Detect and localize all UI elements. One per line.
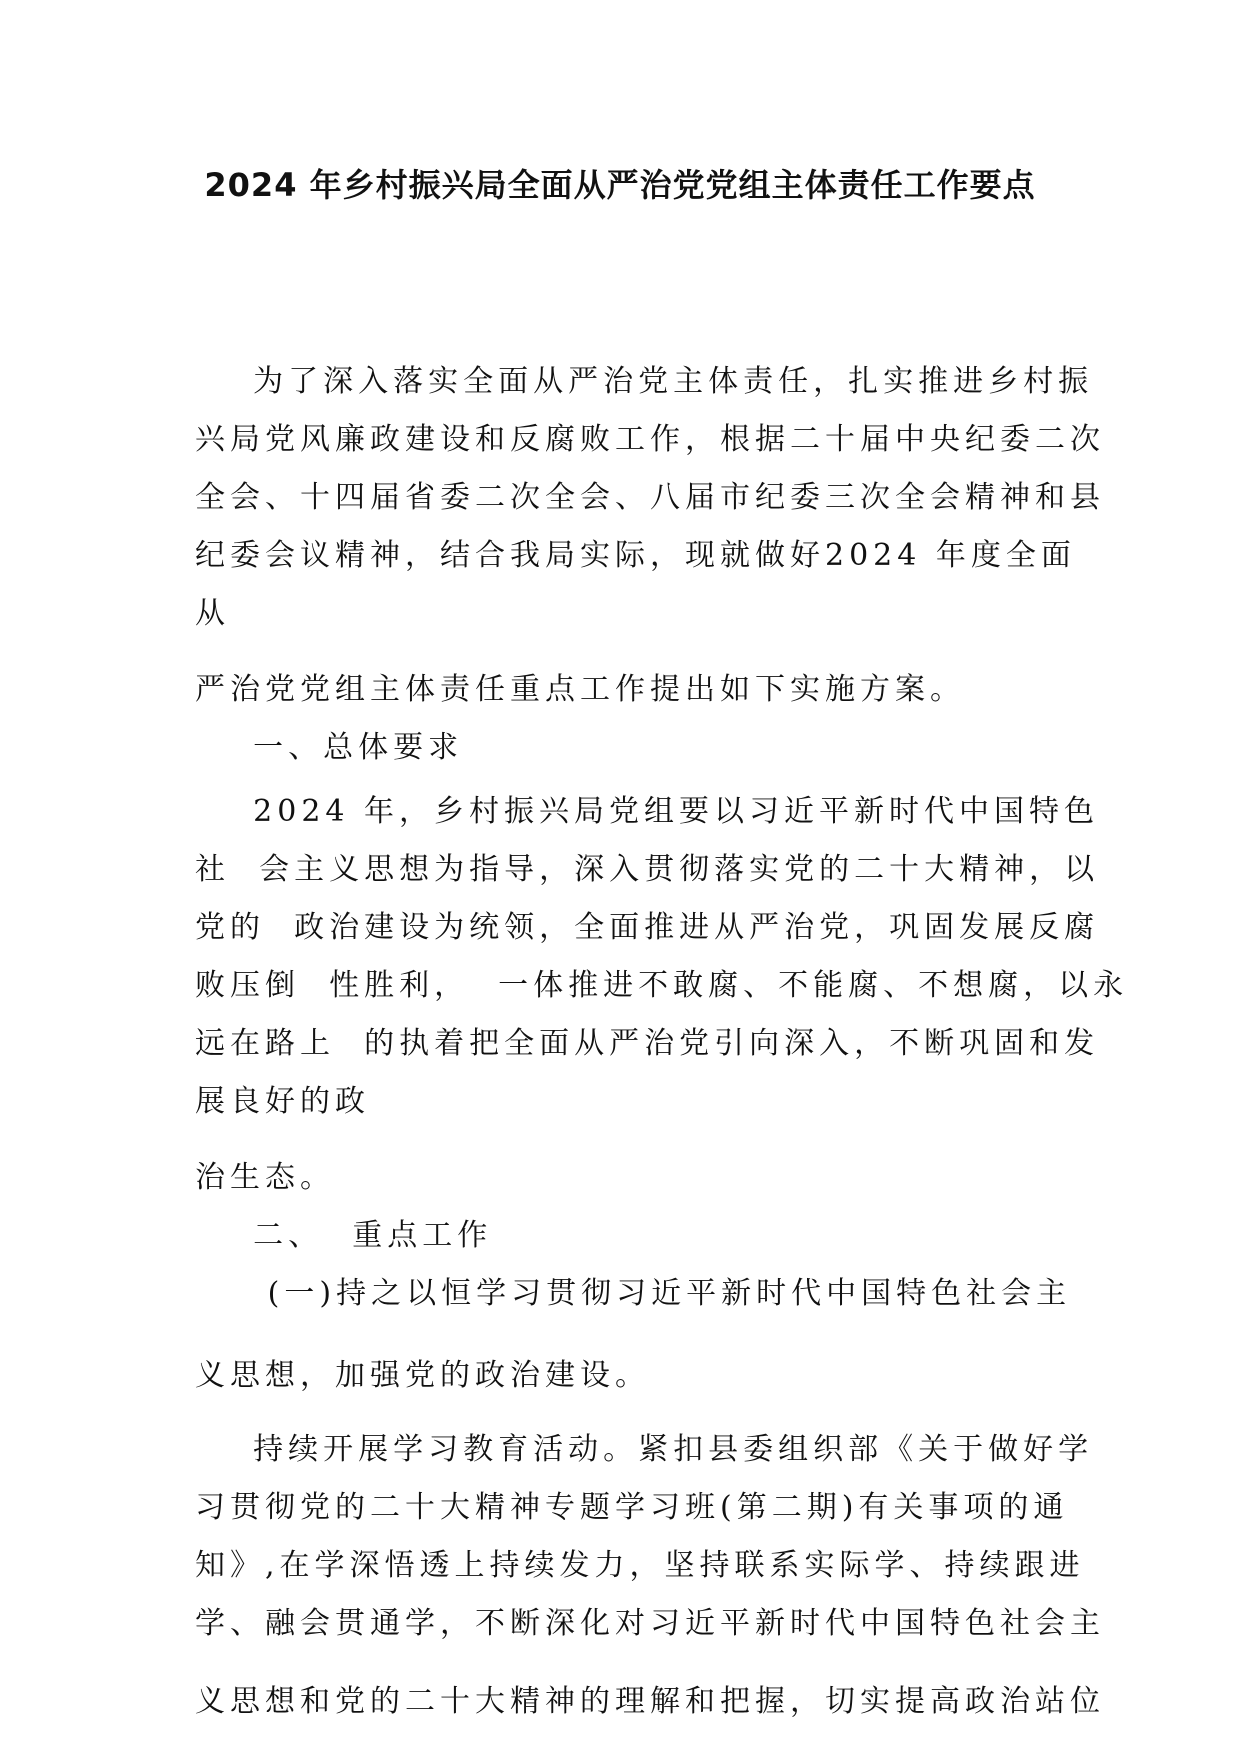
document-title: 2024 年乡村振兴局全面从严治党党组主体责任工作要点 [204,166,1036,204]
body-line: 远在路上 的执着把全面从严治党引向深入，不断巩固和发 [195,1026,1100,1061]
body-line: 纪委会议精神，结合我局实际，现就做好2024 年度全面 [195,538,1076,573]
body-line: 展良好的政 [195,1084,370,1119]
body-line: 持续开展学习教育活动。紧扣县委组织部《关于做好学 [195,1432,1094,1467]
body-line: 知》,在学深悟透上持续发力，坚持联系实际学、持续跟进 [195,1548,1085,1583]
body-line: 社 会主义思想为指导，深入贯彻落实党的二十大精神，以 [195,852,1100,887]
subsection-heading: 义思想，加强党的政治建设。 [195,1358,650,1393]
section-heading: 二、 重点工作 [195,1218,493,1253]
body-line: 习贯彻党的二十大精神专题学习班(第二期)有关事项的通 [195,1490,1069,1525]
body-line: 为了深入落实全面从严治党主体责任，扎实推进乡村振 [195,364,1094,399]
subsection-heading: (一)持之以恒学习贯彻习近平新时代中国特色社会主 [195,1276,1072,1311]
body-line: 学、融会贯通学，不断深化对习近平新时代中国特色社会主 [195,1606,1105,1641]
body-line: 2024 年，乡村振兴局党组要以习近平新时代中国特色 [195,794,1100,829]
section-heading: 一、总体要求 [195,730,464,765]
body-line: 党的 政治建设为统领，全面推进从严治党，巩固发展反腐 [195,910,1100,945]
body-line: 兴局党风廉政建设和反腐败工作，根据二十届中央纪委二次 [195,422,1105,457]
body-line: 败压倒 性胜利， 一体推进不敢腐、不能腐、不想腐，以永 [195,968,1129,1003]
body-line: 全会、十四届省委二次全会、八届市纪委三次全会精神和县 [195,480,1105,515]
body-line: 治生态。 [195,1160,335,1195]
body-line: 严治党党组主体责任重点工作提出如下实施方案。 [195,672,965,707]
body-line: 从 [195,596,230,631]
body-line: 义思想和党的二十大精神的理解和把握，切实提高政治站位 [195,1684,1105,1719]
